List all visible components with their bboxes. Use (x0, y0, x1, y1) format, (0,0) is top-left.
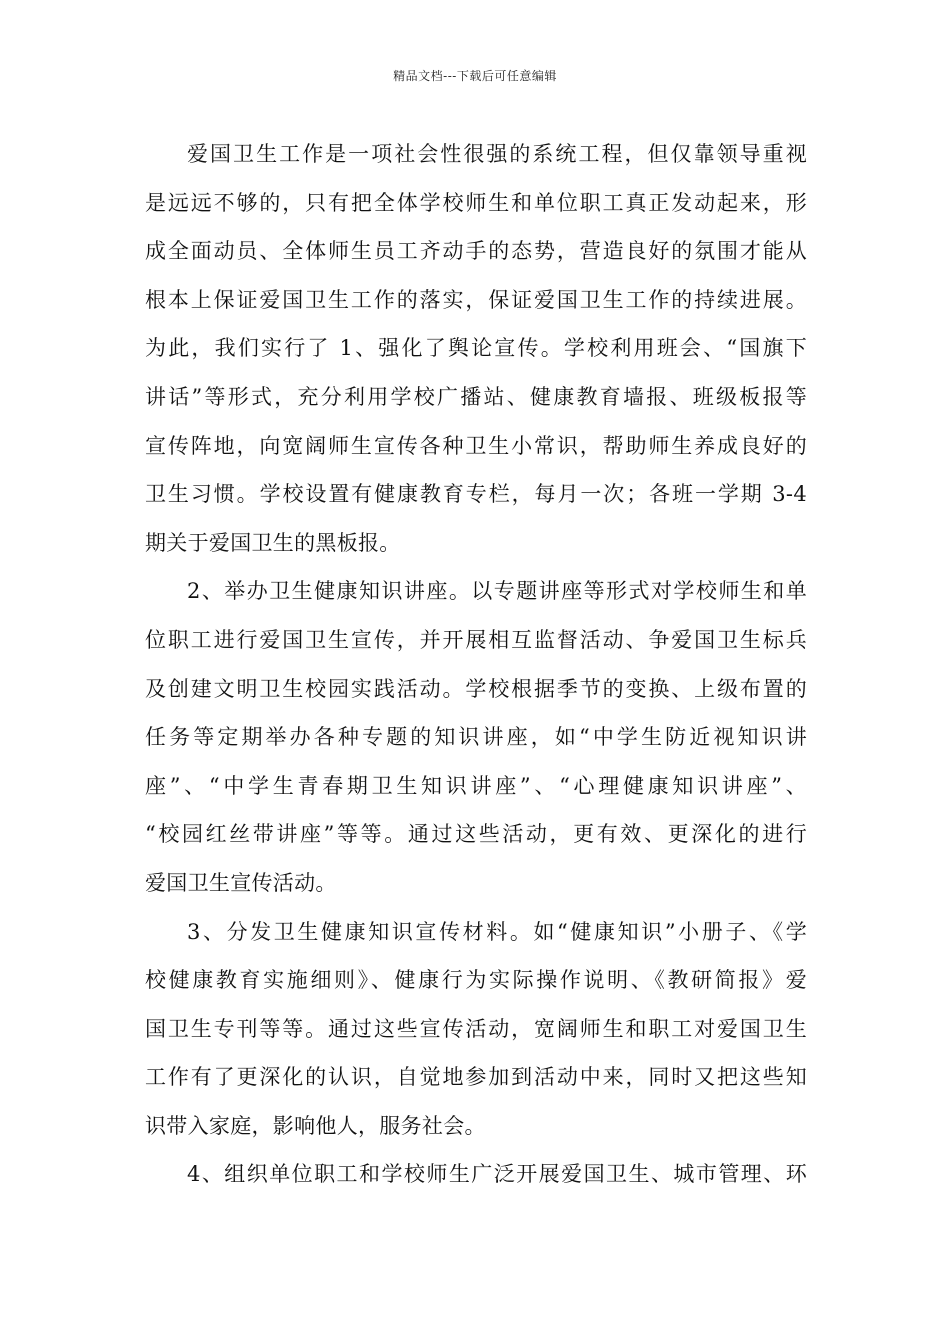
paragraph (145, 567, 807, 907)
text-line: 2、举办卫生健康知识讲座。以专题讲座等形式对学校师生和单 (187, 579, 807, 604)
paragraph (145, 908, 807, 1151)
text-line: 国卫生专刊等等。通过这些宣传活动，宽阔师生和职工对爱国卫生 (145, 1016, 807, 1041)
text-line: 根本上保证爱国卫生工作的落实，保证爱国卫生工作的持续进展。 (145, 287, 807, 312)
text-line: 任务等定期举办各种专题的知识讲座，如“中学生防近视知识讲 (145, 725, 807, 750)
paragraph (145, 130, 807, 567)
text-line: 爱国卫生宣传活动。 (145, 870, 337, 895)
text-line: 讲话”等形式，充分利用学校广播站、健康教育墙报、班级板报等 (145, 384, 807, 409)
text-line: 座”、“中学生青春期卫生知识讲座”、“心理健康知识讲座”、 (145, 773, 807, 798)
text-line: 位职工进行爱国卫生宣传，并开展相互监督活动、争爱国卫生标兵 (145, 627, 807, 652)
text-line: 为此，我们实行了 1、强化了舆论宣传。学校利用班会、“国旗下 (145, 336, 807, 361)
page-header: 精品文档---下载后可任意编辑 (393, 69, 557, 83)
text-line: 工作有了更深化的认识，自觉地参加到活动中来，同时又把这些知 (145, 1065, 807, 1090)
text-line: 爱国卫生工作是一项社会性很强的系统工程，但仅靠领导重视 (187, 142, 807, 166)
text-line: “校园红丝带讲座”等等。通过这些活动，更有效、更深化的进行 (145, 822, 807, 847)
text-line: 及创建文明卫生校园实践活动。学校根据季节的变换、上级布置的 (145, 676, 807, 701)
text-line: 卫生习惯。学校设置有健康教育专栏，每月一次；各班一学期 3-4 (145, 482, 807, 507)
text-line: 是远远不够的，只有把全体学校师生和单位职工真正发动起来，形 (145, 190, 807, 215)
text-line: 3、分发卫生健康知识宣传材料。如“健康知识”小册子、《学 (187, 919, 807, 944)
paragraph (145, 1150, 807, 1199)
text-line: 识带入家庭，影响他人，服务社会。 (145, 1113, 486, 1138)
text-line: 期关于爱国卫生的黑板报。 (145, 530, 401, 555)
text-line: 校健康教育实施细则》、健康行为实际操作说明、《教研简报》爱 (145, 968, 807, 993)
text-line: 成全面动员、全体师生员工齐动手的态势，营造良好的氛围才能从 (145, 239, 807, 264)
text-line: 宣传阵地，向宽阔师生宣传各种卫生小常识，帮助师生养成良好的 (145, 433, 807, 458)
text-line: 4、组织单位职工和学校师生广泛开展爱国卫生、城市管理、环 (187, 1162, 807, 1187)
document-body (145, 130, 807, 1199)
